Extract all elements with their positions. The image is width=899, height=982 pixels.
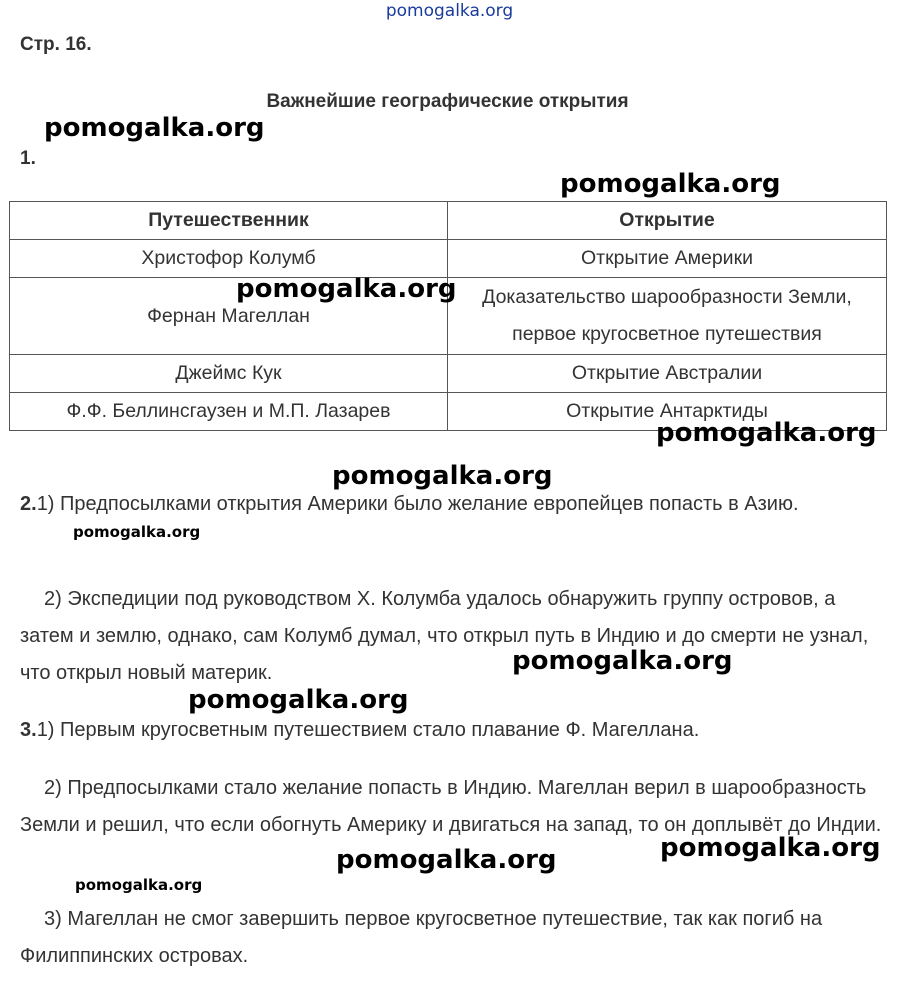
discovery-cell: Открытие Австралии xyxy=(448,355,887,393)
page-number: Стр. 16. xyxy=(20,34,92,55)
question-3-number: 3. xyxy=(20,719,37,741)
table-header-row xyxy=(10,202,887,240)
watermark: pomogalka.org xyxy=(188,685,409,715)
question-3-item-1 xyxy=(20,712,880,749)
question-3-item-3: 3) Магеллан не смог завершить первое кругосветное путешествие, так как погиб на Филиппинских островах. xyxy=(20,908,823,967)
table-row xyxy=(10,240,887,278)
question-2-number: 2. xyxy=(20,493,37,515)
page-title: Важнейшие географические открытия xyxy=(266,91,629,112)
question-3-text-1: 1) Первым кругосветным путешествием стало плавание Ф. Магеллана. xyxy=(36,719,700,741)
discovery-line: Доказательство шарообразности Земли, xyxy=(482,286,852,308)
traveler-cell: Джеймс Кук xyxy=(10,355,448,393)
watermark: pomogalka.org xyxy=(236,274,457,304)
watermark: pomogalka.org xyxy=(336,845,557,875)
question-2-item-2: 2) Экспедиции под руководством Х. Колумба удалось обнаружить группу островов, а затем и землю, однако, сам Колумб думал, что открыл путь в Индию и до смерти не узнал, что открыл новый материк. xyxy=(20,588,869,684)
question-2-text-1: 1) Предпосылками открытия Америки было желание европейцев попасть в Азию. xyxy=(36,493,799,515)
watermark: pomogalka.org xyxy=(73,523,201,541)
discovery-line: первое кругосветное путешествия xyxy=(512,323,822,345)
traveler-cell: Ф.Ф. Беллинсгаузен и М.П. Лазарев xyxy=(10,393,448,431)
watermark: pomogalka.org xyxy=(512,646,733,676)
watermark: pomogalka.org xyxy=(560,169,781,199)
header-traveler: Путешественник xyxy=(10,202,448,240)
watermark: pomogalka.org xyxy=(75,876,203,894)
question-3-item-2: 2) Предпосылками стало желание попасть в Индию. Магеллан верил в шарообразность Земли и решил, что если обогнуть Америку и двигаться на запад, то он доплывёт до Индии. xyxy=(20,777,882,836)
question-1-number: 1. xyxy=(20,148,36,169)
discovery-cell xyxy=(448,278,887,355)
site-header-link[interactable]: pomogalka.org xyxy=(385,1,514,21)
question-2-item-1 xyxy=(20,486,880,523)
table-row xyxy=(10,355,887,393)
discovery-cell: Открытие Америки xyxy=(448,240,887,278)
watermark: pomogalka.org xyxy=(656,418,877,448)
traveler-cell: Христофор Колумб xyxy=(10,240,448,278)
watermark: pomogalka.org xyxy=(332,461,553,491)
traveler-cell: Фернан Магеллан xyxy=(10,278,448,355)
discoveries-table xyxy=(9,201,887,431)
header-discovery: Открытие xyxy=(448,202,887,240)
watermark: pomogalka.org xyxy=(44,113,265,143)
discovery-cell: Открытие Антарктиды xyxy=(448,393,887,431)
watermark: pomogalka.org xyxy=(660,833,881,863)
